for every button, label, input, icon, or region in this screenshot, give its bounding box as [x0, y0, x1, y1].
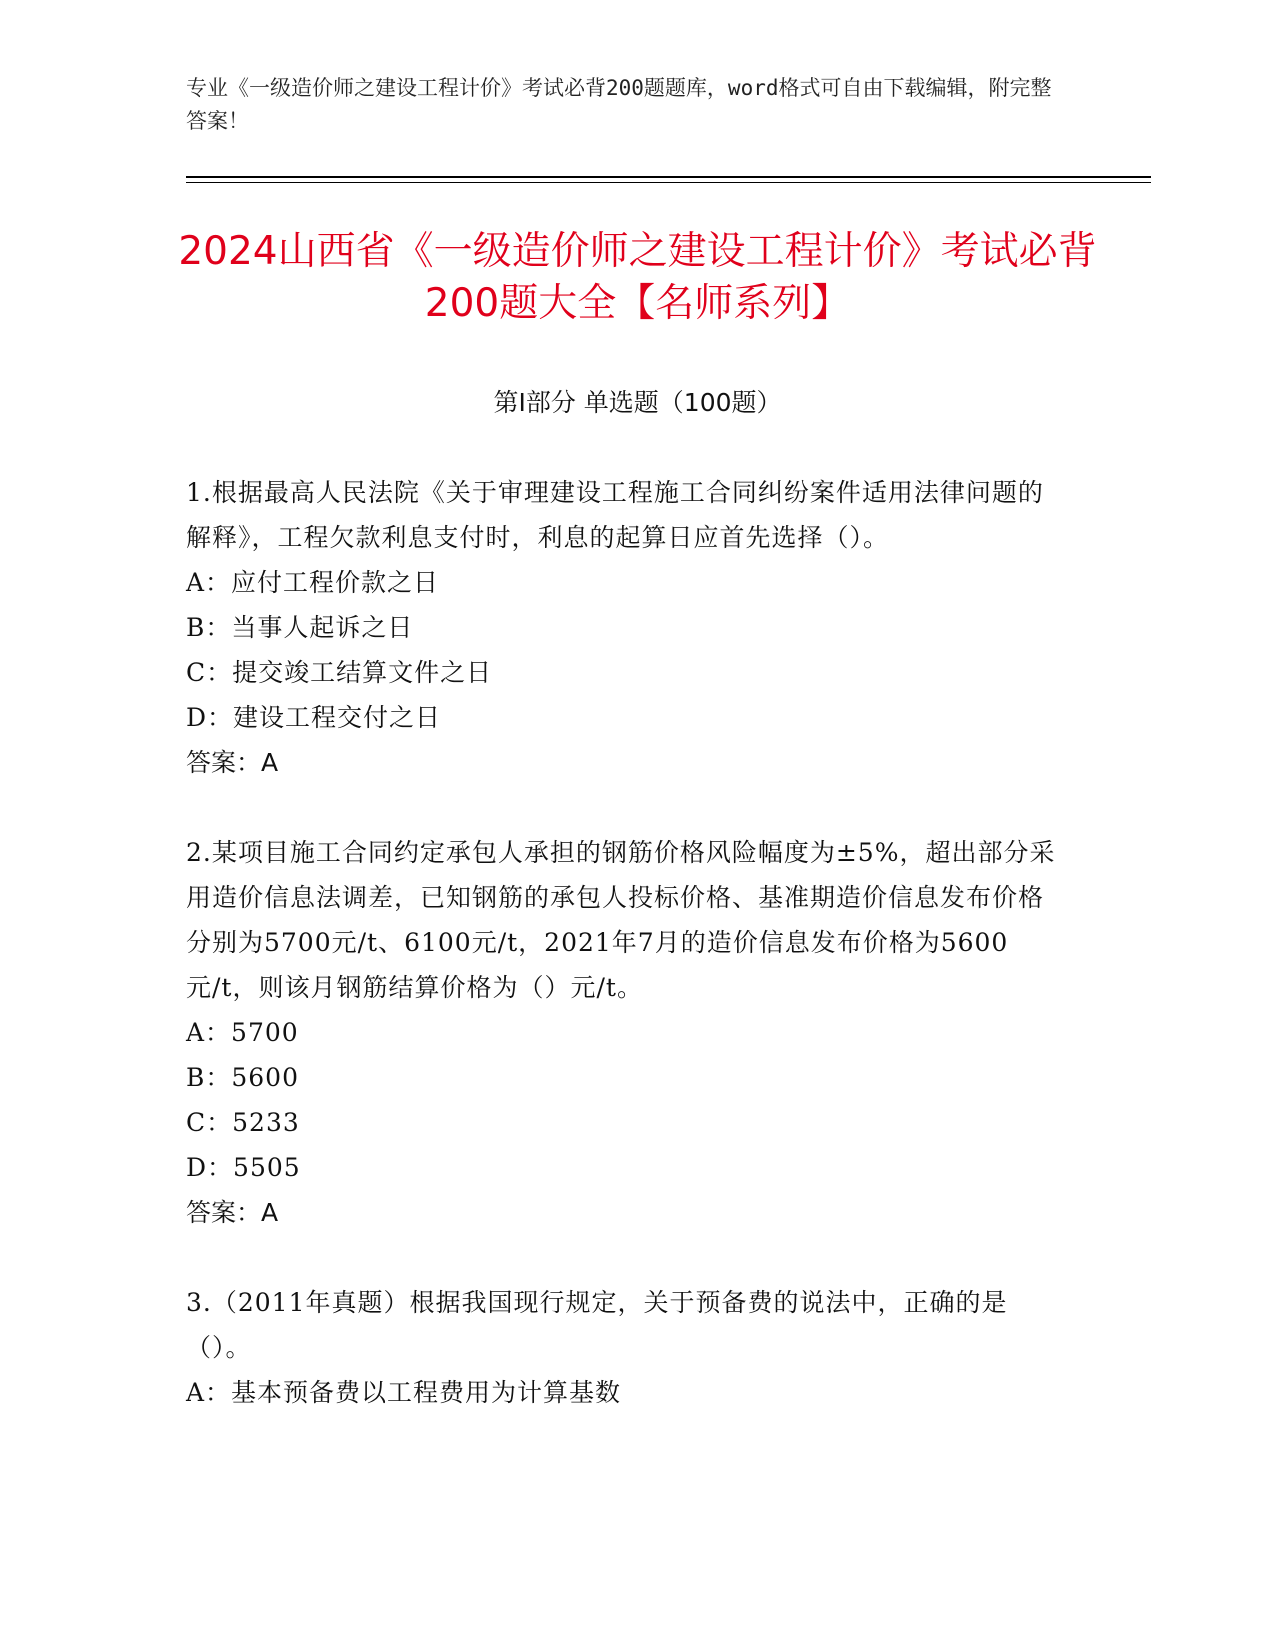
option-b: B：5600: [186, 1063, 299, 1092]
header-rule-thick: [186, 176, 1151, 178]
option-d: D：5505: [186, 1153, 301, 1182]
option-b: B：当事人起诉之日: [186, 613, 414, 642]
header-rule-thin: [186, 182, 1151, 183]
option-c: C：5233: [186, 1108, 300, 1137]
question-2: [186, 830, 1066, 1235]
document-title: 2024山西省《一级造价师之建设工程计价》考试必背200题大全【名师系列】: [178, 229, 1097, 326]
option-a: A：基本预备费以工程费用为计算基数: [186, 1378, 622, 1407]
option-c: C：提交竣工结算文件之日: [186, 658, 493, 687]
option-a: A：5700: [186, 1018, 299, 1047]
answer: 答案：A: [186, 1198, 279, 1227]
question-3: [186, 1280, 1066, 1415]
header-note: 专业《一级造价师之建设工程计价》考试必背200题题库，word格式可自由下载编辑，附完整答案！: [186, 76, 1052, 133]
question-stem: 2.某项目施工合同约定承包人承担的钢筋价格风险幅度为±5%，超出部分采用造价信息法调差，已知钢筋的承包人投标价格、基准期造价信息发布价格分别为5700元/t、6100元/t，2021年7月的造价信息发布价格为5600元/t，则该月钢筋结算价格为（）元/t。: [186, 838, 1056, 1002]
question-stem: 3.（2011年真题）根据我国现行规定，关于预备费的说法中，正确的是（）。: [186, 1288, 1008, 1362]
section-heading: 第I部分 单选题（100题）: [493, 388, 782, 417]
question-stem: 1.根据最高人民法院《关于审理建设工程施工合同纠纷案件适用法律问题的解释》，工程欠款利息支付时，利息的起算日应首先选择（）。: [186, 478, 1044, 552]
question-1: [186, 470, 1066, 785]
question-list: [186, 470, 1066, 1460]
answer: 答案：A: [186, 748, 279, 777]
option-d: D：建设工程交付之日: [186, 703, 442, 732]
option-a: A：应付工程价款之日: [186, 568, 440, 597]
